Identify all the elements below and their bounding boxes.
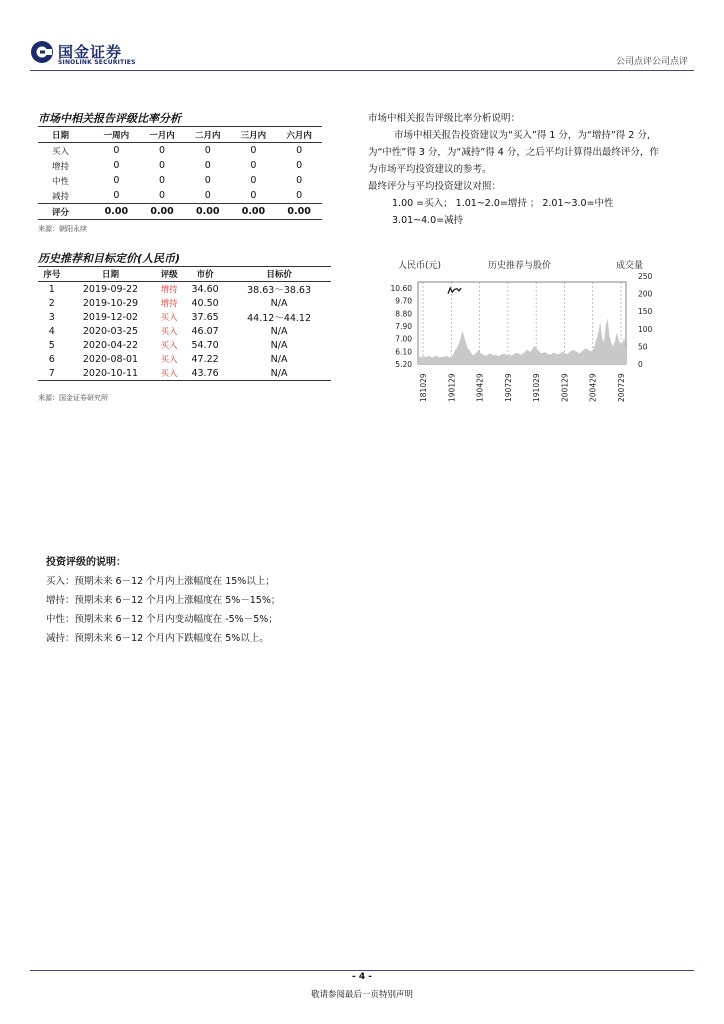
y-left-tick-label: 8.80 <box>395 309 412 319</box>
cell-target: N/A <box>270 339 288 351</box>
history-title: 历史推荐和目标定价(人民币) <box>38 252 181 265</box>
y-right-tick-label: 0 <box>638 360 643 369</box>
cell-no: 2 <box>48 297 55 309</box>
table-row <box>38 282 331 297</box>
cell-rating: 增持 <box>160 299 178 309</box>
x-tick-label: 190429 <box>475 373 485 402</box>
y-left-tick-label: 10.60 <box>390 284 412 293</box>
x-tick-label: 191029 <box>532 373 542 402</box>
table-cell: 0 <box>113 175 120 186</box>
column-header: 二月内 <box>194 130 221 141</box>
table-cell: 0 <box>159 160 166 171</box>
table-cell: 0 <box>113 190 120 201</box>
table-cell: 0 <box>159 190 166 201</box>
cell-price: 43.76 <box>191 367 219 379</box>
cell-no: 7 <box>48 367 55 379</box>
table-cell: 0 <box>204 175 211 186</box>
x-tick-label: 200729 <box>617 373 626 402</box>
column-header: 一月内 <box>149 130 175 141</box>
logo-name-en: SINOLINK SECURITIES <box>58 59 136 66</box>
page-number: - 4 - <box>352 972 372 982</box>
header-report-type: 公司点评公司点评 <box>615 57 688 67</box>
table-cell: 0.00 <box>104 206 129 217</box>
x-tick-label: 181029 <box>419 373 428 402</box>
cell-date: 2020-03-25 <box>82 325 139 337</box>
table-cell: 0.00 <box>241 206 266 217</box>
x-tick-label: 190729 <box>503 373 513 402</box>
table-cell: 0 <box>159 145 166 156</box>
table-cell: 0 <box>250 160 257 171</box>
cell-date: 2020-08-01 <box>82 353 139 365</box>
table-cell: 0 <box>296 160 303 171</box>
table-cell: 0 <box>204 190 211 201</box>
price-line <box>448 288 461 294</box>
table-cell: 0 <box>250 145 257 156</box>
table-cell: 0.00 <box>150 206 174 217</box>
mapping-line: 1.00 =买入； 1.01~2.0=增持 ； 2.01~3.0=中性 <box>392 198 614 209</box>
table-row <box>38 158 322 173</box>
row-label: 评分 <box>52 207 70 218</box>
table-row <box>38 324 331 338</box>
rating-explanation <box>368 110 668 229</box>
cell-rating: 买入 <box>160 341 178 351</box>
cell-rating: 买入 <box>160 369 178 379</box>
cell-no: 3 <box>48 311 55 323</box>
explanation-paragraph: 市场中相关报告投资建议为“买入”得 1 分，为“增持”得 2 分，为“中性”得 3 分，为“减持”得 4 分，之后平均计算得出最终评分，作为市场平均投资建议的参考。 <box>368 130 659 175</box>
table-row <box>38 188 322 204</box>
cell-rating: 买入 <box>160 313 178 323</box>
cell-rating: 买入 <box>160 355 178 365</box>
cell-target: N/A <box>270 353 288 365</box>
cell-price: 54.70 <box>191 339 219 351</box>
x-tick-label: 190129 <box>447 373 457 402</box>
table-cell: 0.00 <box>287 206 311 217</box>
cell-no: 1 <box>48 283 55 295</box>
cell-date: 2020-10-11 <box>82 367 139 379</box>
price-volume-chart <box>368 252 668 422</box>
x-tick-label: 200129 <box>560 373 570 402</box>
y-right-tick-label: 100 <box>638 324 653 334</box>
column-header: 序号 <box>43 270 61 280</box>
score-row <box>38 204 322 220</box>
column-header: 目标价 <box>266 270 292 280</box>
table-cell: 0 <box>250 190 257 201</box>
table-row <box>38 143 322 159</box>
cell-price: 34.60 <box>191 283 219 295</box>
cell-price: 40.50 <box>191 297 219 309</box>
cell-price: 47.22 <box>191 353 219 365</box>
table-cell: 0 <box>113 145 120 156</box>
chart-ylabel-right: 成交量 <box>616 261 644 271</box>
column-header: 六月内 <box>286 130 312 141</box>
header-divider <box>30 70 694 71</box>
footer-divider <box>30 970 694 971</box>
row-label: 减持 <box>52 191 70 202</box>
history-source-note: 来源：国金证券研究所 <box>38 394 108 402</box>
row-label: 中性 <box>52 176 70 187</box>
y-left-tick-label: 7.90 <box>395 322 412 331</box>
table-cell: 0 <box>113 160 120 171</box>
cell-date: 2019-09-22 <box>82 283 139 295</box>
row-label: 买入 <box>52 146 70 157</box>
row-label: 增持 <box>52 161 70 172</box>
cell-target: 38.63～38.63 <box>247 285 312 296</box>
y-left-tick-label: 9.70 <box>395 296 412 306</box>
y-right-tick-label: 250 <box>638 272 653 281</box>
column-header: 一周内 <box>103 130 130 141</box>
column-header: 三月内 <box>240 130 267 141</box>
cell-date: 2019-10-29 <box>82 297 139 309</box>
mapping-title: 最终评分与平均投资建议对照： <box>368 181 502 192</box>
rating-analysis-title: 市场中相关报告评级比率分析 <box>38 112 181 125</box>
cell-rating: 买入 <box>160 327 178 337</box>
sinolink-logo-icon <box>30 40 54 64</box>
table-header-row <box>38 127 322 143</box>
explanation-title: 市场中相关报告评级比率分析说明： <box>368 113 521 124</box>
list-item: 中性：预期未来 6－12 个月内变动幅度在 -5%－5%； <box>46 614 278 625</box>
x-tick-label: 200429 <box>588 373 598 402</box>
table-row <box>38 352 331 366</box>
table-row <box>38 310 331 324</box>
rating-source-note: 来源：朝阳永续 <box>38 225 87 233</box>
cell-price: 46.07 <box>191 325 219 337</box>
list-item: 买入：预期未来 6－12 个月内上涨幅度在 15%以上； <box>46 576 275 587</box>
table-cell: 0 <box>250 175 257 186</box>
cell-target: N/A <box>270 297 288 309</box>
cell-no: 4 <box>48 325 55 337</box>
column-header: 市价 <box>196 270 214 280</box>
cell-no: 5 <box>48 339 55 351</box>
volume-area <box>418 318 626 364</box>
column-header: 日期 <box>52 130 70 141</box>
cell-target: 44.12～44.12 <box>247 313 312 324</box>
y-left-tick-label: 5.20 <box>395 360 412 369</box>
table-cell: 0.00 <box>196 206 220 217</box>
table-cell: 0 <box>159 175 166 186</box>
table-cell: 0 <box>296 145 303 156</box>
y-left-tick-label: 7.00 <box>395 334 412 344</box>
logo-name-cn: 国金证券 <box>58 43 123 61</box>
rating-analysis-table <box>38 126 322 220</box>
rating-definitions-title: 投资评级的说明： <box>46 557 126 568</box>
y-right-tick-label: 150 <box>638 307 653 317</box>
column-header: 日期 <box>101 270 119 280</box>
list-item: 增持：预期未来 6－12 个月内上涨幅度在 5%－15%； <box>46 595 281 606</box>
table-cell: 0 <box>204 160 211 171</box>
cell-price: 37.65 <box>191 311 219 323</box>
table-header-row <box>38 267 331 282</box>
table-cell: 0 <box>296 190 303 201</box>
chart-ylabel-left: 人民币(元) <box>398 261 442 271</box>
column-header: 评级 <box>160 270 178 280</box>
y-right-tick-label: 50 <box>638 342 648 352</box>
table-row <box>38 173 322 188</box>
y-left-tick-label: 6.10 <box>395 347 412 357</box>
table-row <box>38 366 331 381</box>
cell-target: N/A <box>270 367 288 379</box>
history-table <box>38 266 331 381</box>
cell-date: 2020-04-22 <box>82 339 139 351</box>
rating-definitions-list <box>46 572 280 648</box>
table-cell: 0 <box>204 145 211 156</box>
cell-target: N/A <box>270 325 288 337</box>
table-cell: 0 <box>296 175 303 186</box>
cell-no: 6 <box>48 353 55 365</box>
cell-rating: 增持 <box>160 285 178 295</box>
mapping-line: 3.01~4.0=减持 <box>392 215 464 226</box>
y-right-tick-label: 200 <box>638 289 653 299</box>
footer-disclaimer: 敬请参阅最后一页特别声明 <box>310 990 413 1000</box>
chart-title: 历史推荐与股价 <box>488 261 552 271</box>
list-item: 减持：预期未来 6－12 个月内下跌幅度在 5%以上。 <box>46 633 269 644</box>
table-row <box>38 296 331 310</box>
cell-date: 2019-12-02 <box>82 311 139 323</box>
table-row <box>38 338 331 352</box>
